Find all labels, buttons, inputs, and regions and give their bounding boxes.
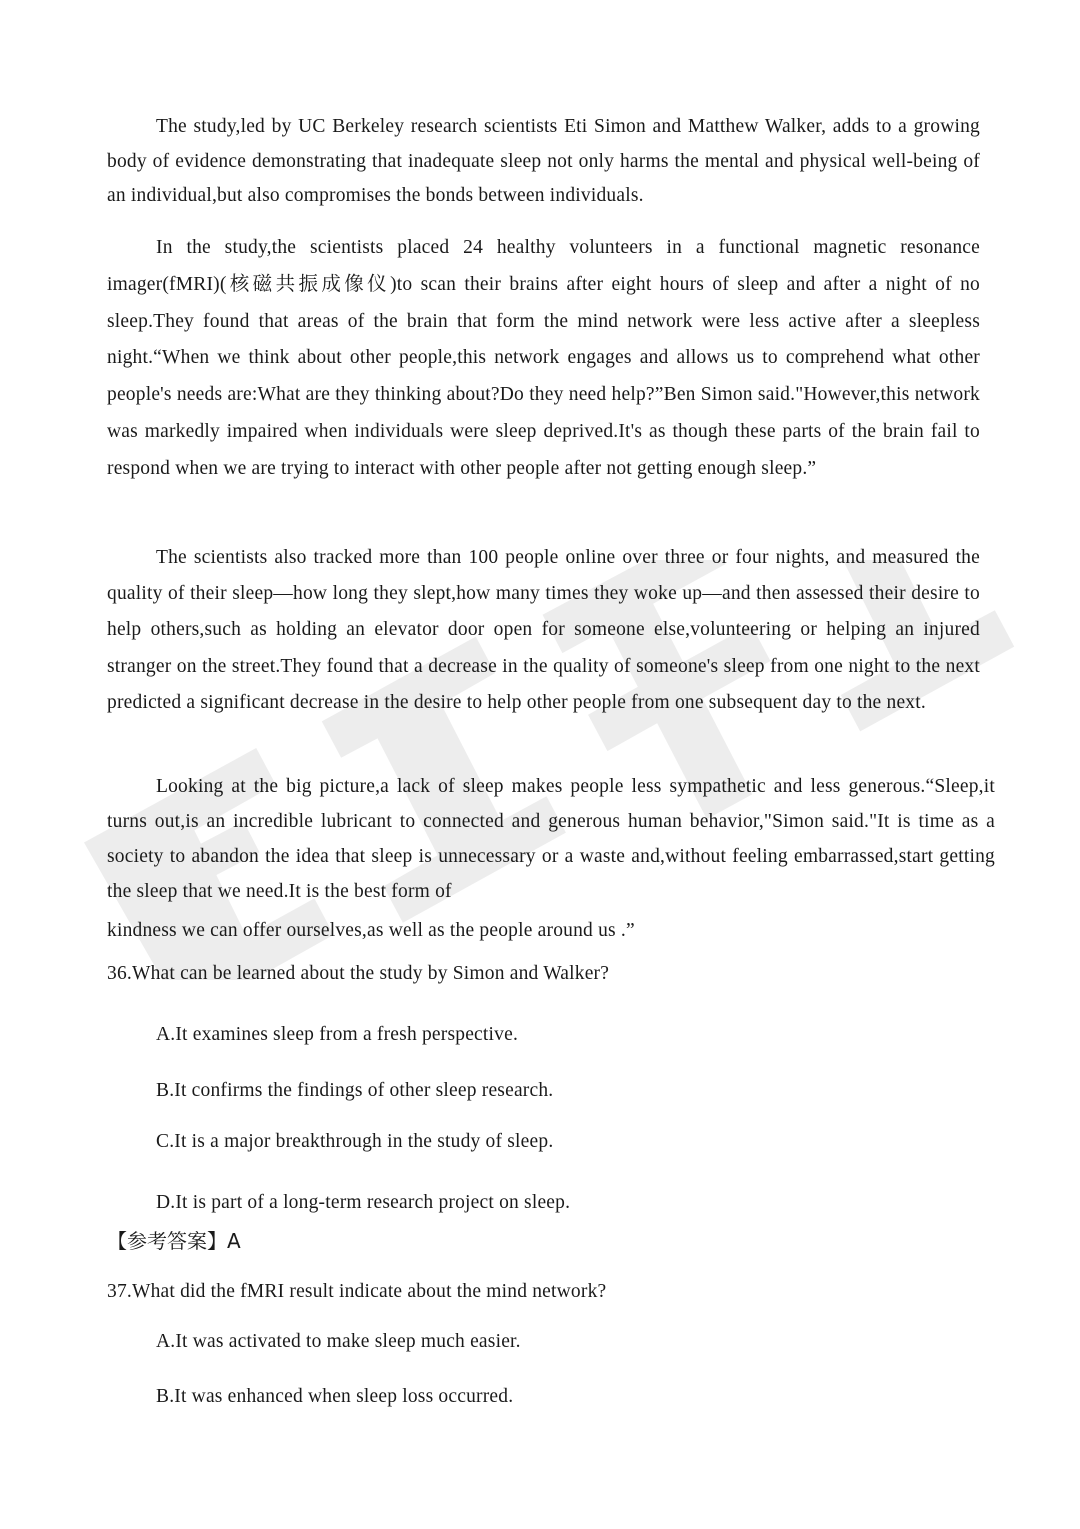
passage-paragraph-4 [107, 769, 995, 909]
paragraph-4-closing-line: kindness we can offer ourselves,as well as the people around us .” [107, 920, 635, 941]
passage-paragraph-1 [107, 110, 980, 214]
passage-paragraph-3 [107, 540, 980, 721]
question-36-option-d: D.It is part of a long-term research project on sleep. [156, 1192, 571, 1213]
question-36-option-a: A.It examines sleep from a fresh perspective. [156, 1024, 519, 1045]
question-37-option-b: B.It was enhanced when sleep loss occurred. [156, 1386, 514, 1407]
question-36-option-c: C.It is a major breakthrough in the study of sleep. [156, 1131, 554, 1152]
paragraph-4-text: Looking at the big picture,a lack of sleep makes people less sympathetic and less generous.“Sleep,it turns out,is an incredible lubricant to connected and generous human behavior,"Simon said."It is time as a society to abandon the idea that sleep is unnecessary or a waste and,without feeling embarrassed,start getting the sleep that we need.It is the best form of [107, 776, 995, 902]
passage-paragraph-2 [107, 230, 980, 488]
paragraph-1-text: The study,led by UC Berkeley research scientists Eti Simon and Matthew Walker, adds to a growing body of evidence demonstrating that inadequate sleep not only harms the mental and physical well-being of an individual,but also compromises the bonds between individuals. [107, 116, 980, 206]
question-36-answer: 【参考答案】A [107, 1229, 241, 1253]
paragraph-2-text: In the study,the scientists placed 24 healthy volunteers in a functional magnetic resonance imager(fMRI)(核磁共振成像仪)to scan their brains after eight hours of sleep and after a night of no sleep.They found that areas of the brain that form the mind network were less active after a sleepless night.“When we think about other people,this network engages and allows us to comprehend what other people's needs are:What are they thinking about?Do they need help?”Ben Simon said."However,this network was markedly impaired when individuals were sleep deprived.It's as though these parts of the brain fail to respond when we are trying to interact with other people after not getting enough sleep.” [107, 237, 980, 479]
question-37-option-a: A.It was activated to make sleep much easier. [156, 1331, 521, 1352]
paragraph-3-text: The scientists also tracked more than 100 people online over three or four nights, and measured the quality of their sleep—how long they slept,how many times they woke up—and then assessed their desire to help others,such as holding an elevator door open for someone else,volunteering or helping an injured stranger on the street.They found that a decrease in the quality of someone's sleep from one night to the next predicted a significant decrease in the desire to help other people from one subsequent day to the next. [107, 547, 980, 713]
question-36-stem: 36.What can be learned about the study by Simon and Walker? [107, 963, 610, 984]
question-37-stem: 37.What did the fMRI result indicate about the mind network? [107, 1281, 607, 1302]
question-36-option-b: B.It confirms the findings of other sleep research. [156, 1080, 554, 1101]
